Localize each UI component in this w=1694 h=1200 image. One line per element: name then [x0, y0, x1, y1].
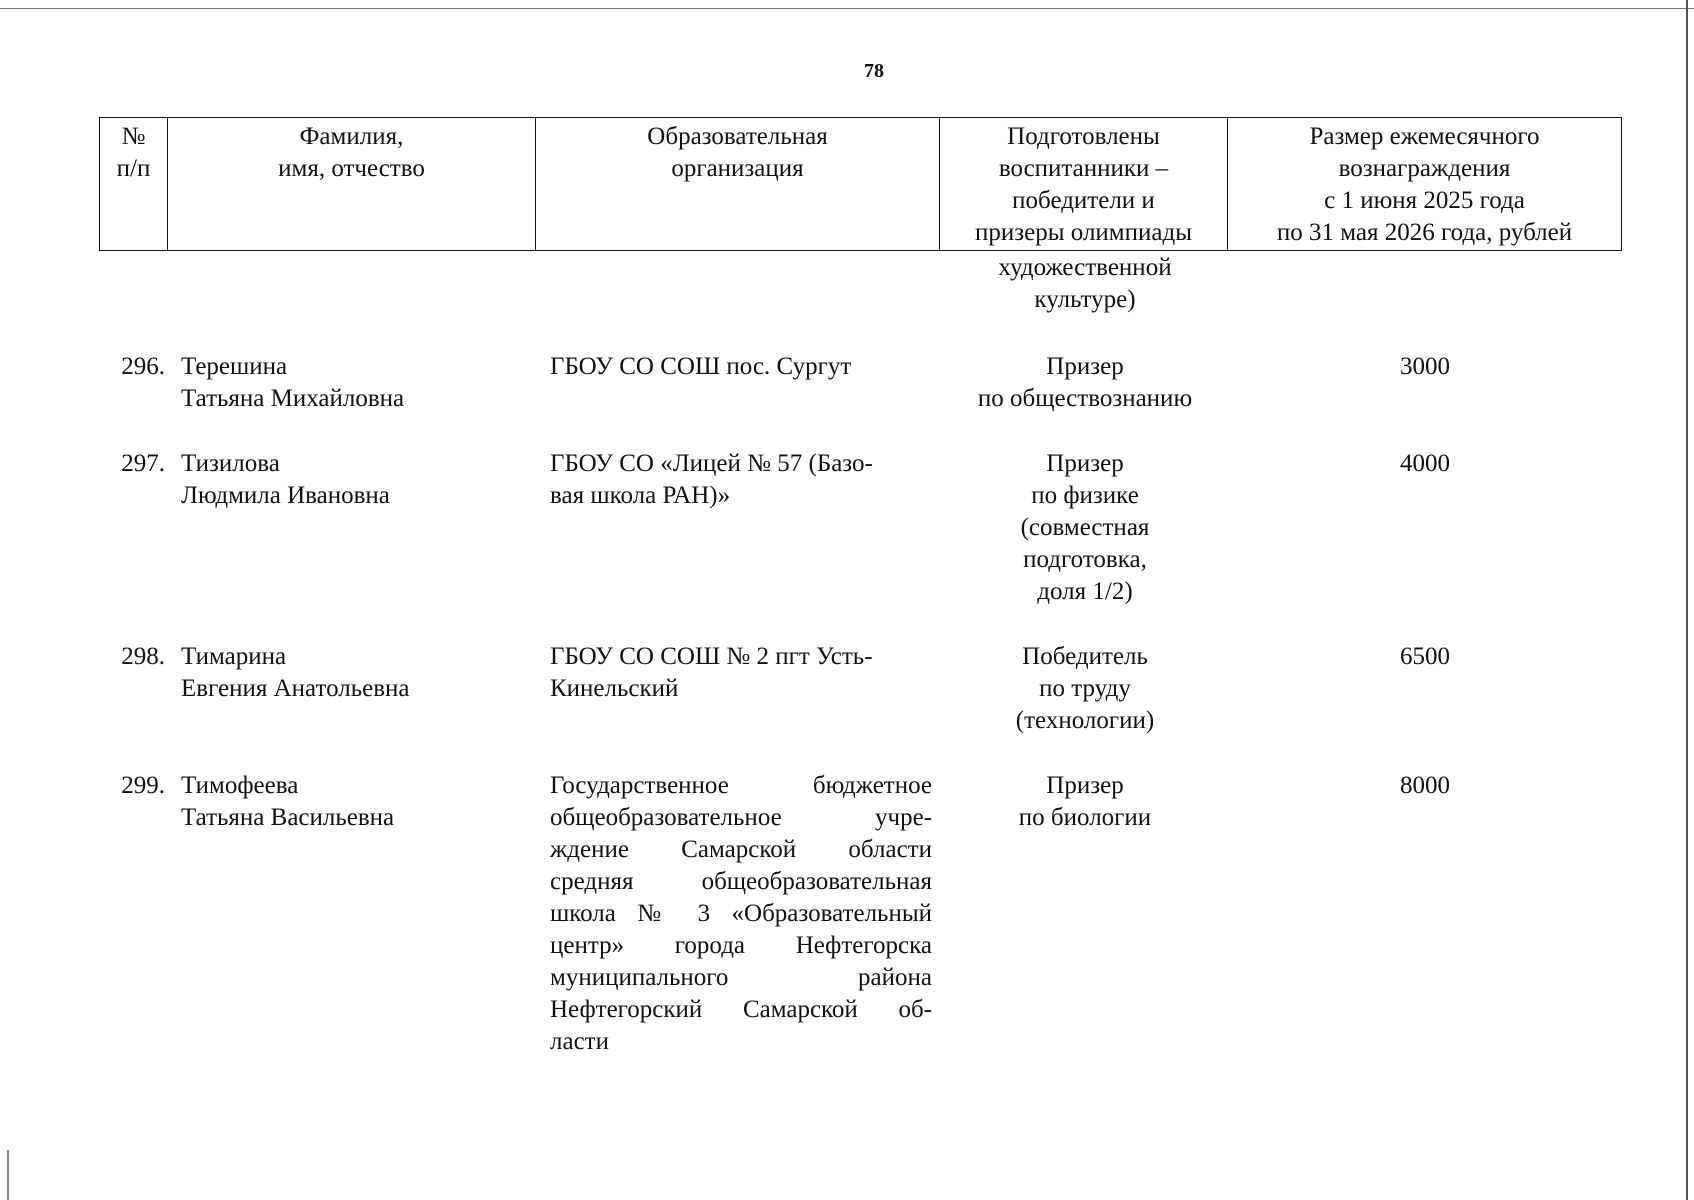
amount: 6500 [1400, 643, 1450, 670]
org-line: вая школа РАН)» [550, 482, 731, 509]
scan-left-edge [7, 1150, 9, 1200]
org-line: школа № 3 «Образовательный [550, 900, 932, 927]
table-header [99, 117, 1622, 251]
name-line: Тизилова [181, 450, 280, 477]
header-amount-line: Размер ежемесячного [1309, 123, 1540, 150]
person-name [181, 351, 521, 415]
continuation-line: культуре) [1034, 286, 1136, 313]
org-line: общеобразовательное учре- [550, 804, 932, 831]
page-number: 78 [864, 60, 884, 82]
award [955, 351, 1215, 415]
org-line: ГБОУ СО «Лицей № 57 (Базо- [550, 450, 873, 477]
award-line: (совместная [1020, 514, 1150, 541]
award-line: Призер [1046, 353, 1124, 380]
header-award-line: призеры олимпиады [975, 219, 1192, 246]
name-line: Татьяна Васильевна [181, 804, 395, 831]
continuation-line: художественной [998, 254, 1172, 281]
award [955, 641, 1215, 737]
org-line: ГБОУ СО СОШ пос. Сургут [550, 353, 852, 380]
organization [550, 641, 932, 705]
award-line: по физике [1031, 482, 1139, 509]
amount: 4000 [1400, 450, 1450, 477]
person-name [181, 641, 521, 705]
org-line: Кинельский [550, 675, 679, 702]
award-continuation [940, 252, 1230, 316]
award-line: Призер [1046, 450, 1124, 477]
org-line: Государственное бюджетное [550, 772, 932, 799]
name-line: Татьяна Михайловна [181, 385, 405, 412]
scan-top-rule [0, 8, 1694, 9]
header-number [100, 118, 168, 251]
header-organization [536, 118, 940, 251]
award-line: Призер [1046, 772, 1124, 799]
row-number: 296. [121, 353, 165, 380]
award [955, 448, 1215, 608]
header-award-line: воспитанники – [998, 155, 1169, 182]
name-line: Терешина [181, 353, 288, 380]
award-line: подготовка, [1023, 546, 1147, 573]
header-name-line: имя, отчество [278, 155, 425, 182]
person-name [181, 770, 521, 834]
org-line: средняя общеобразовательная [550, 868, 932, 895]
header-number-line: № [121, 123, 146, 150]
row-number: 298. [121, 643, 165, 670]
org-line: центр» города Нефтегорска [550, 932, 932, 959]
org-line: Нефтегорский Самарской об- [550, 996, 932, 1023]
header-name-line: Фамилия, [299, 123, 404, 150]
header-number-line: п/п [116, 155, 151, 182]
award [955, 770, 1215, 834]
award-line: по обществознанию [977, 385, 1193, 412]
organization [550, 351, 932, 383]
name-line: Людмила Ивановна [181, 482, 390, 509]
award-line: доля 1/2) [1037, 578, 1133, 605]
header-amount-line: вознаграждения [1338, 155, 1511, 182]
scan-right-edge [1686, 0, 1688, 1200]
org-line: ласти [550, 1028, 609, 1055]
header-organization-line: Образовательная [647, 123, 828, 150]
amount: 3000 [1400, 353, 1450, 380]
award-line: Победитель [1022, 643, 1148, 670]
header-award-line: победители и [1012, 187, 1155, 214]
row-number: 299. [121, 772, 165, 799]
header-amount-line: по 31 мая 2026 года, рублей [1276, 219, 1573, 246]
header-amount [1228, 118, 1622, 251]
person-name [181, 448, 521, 512]
header-amount-line: с 1 июня 2025 года [1324, 187, 1525, 214]
header-award [940, 118, 1228, 251]
header-name [168, 118, 536, 251]
org-line: муниципального района [550, 964, 932, 991]
organization [550, 448, 932, 512]
header-organization-line: организация [671, 155, 804, 182]
award-line: по труду [1039, 675, 1131, 702]
org-line: ГБОУ СО СОШ № 2 пгт Усть- [550, 643, 873, 670]
org-line: ждение Самарской области [550, 836, 932, 863]
row-number: 297. [121, 450, 165, 477]
name-line: Евгения Анатольевна [181, 675, 410, 702]
header-award-line: Подготовлены [1007, 123, 1160, 150]
award-line: (технологии) [1015, 707, 1155, 734]
name-line: Тимарина [181, 643, 287, 670]
organization [550, 770, 932, 1058]
award-line: по биологии [1018, 804, 1152, 831]
name-line: Тимофеева [181, 772, 299, 799]
amount: 8000 [1400, 772, 1450, 799]
